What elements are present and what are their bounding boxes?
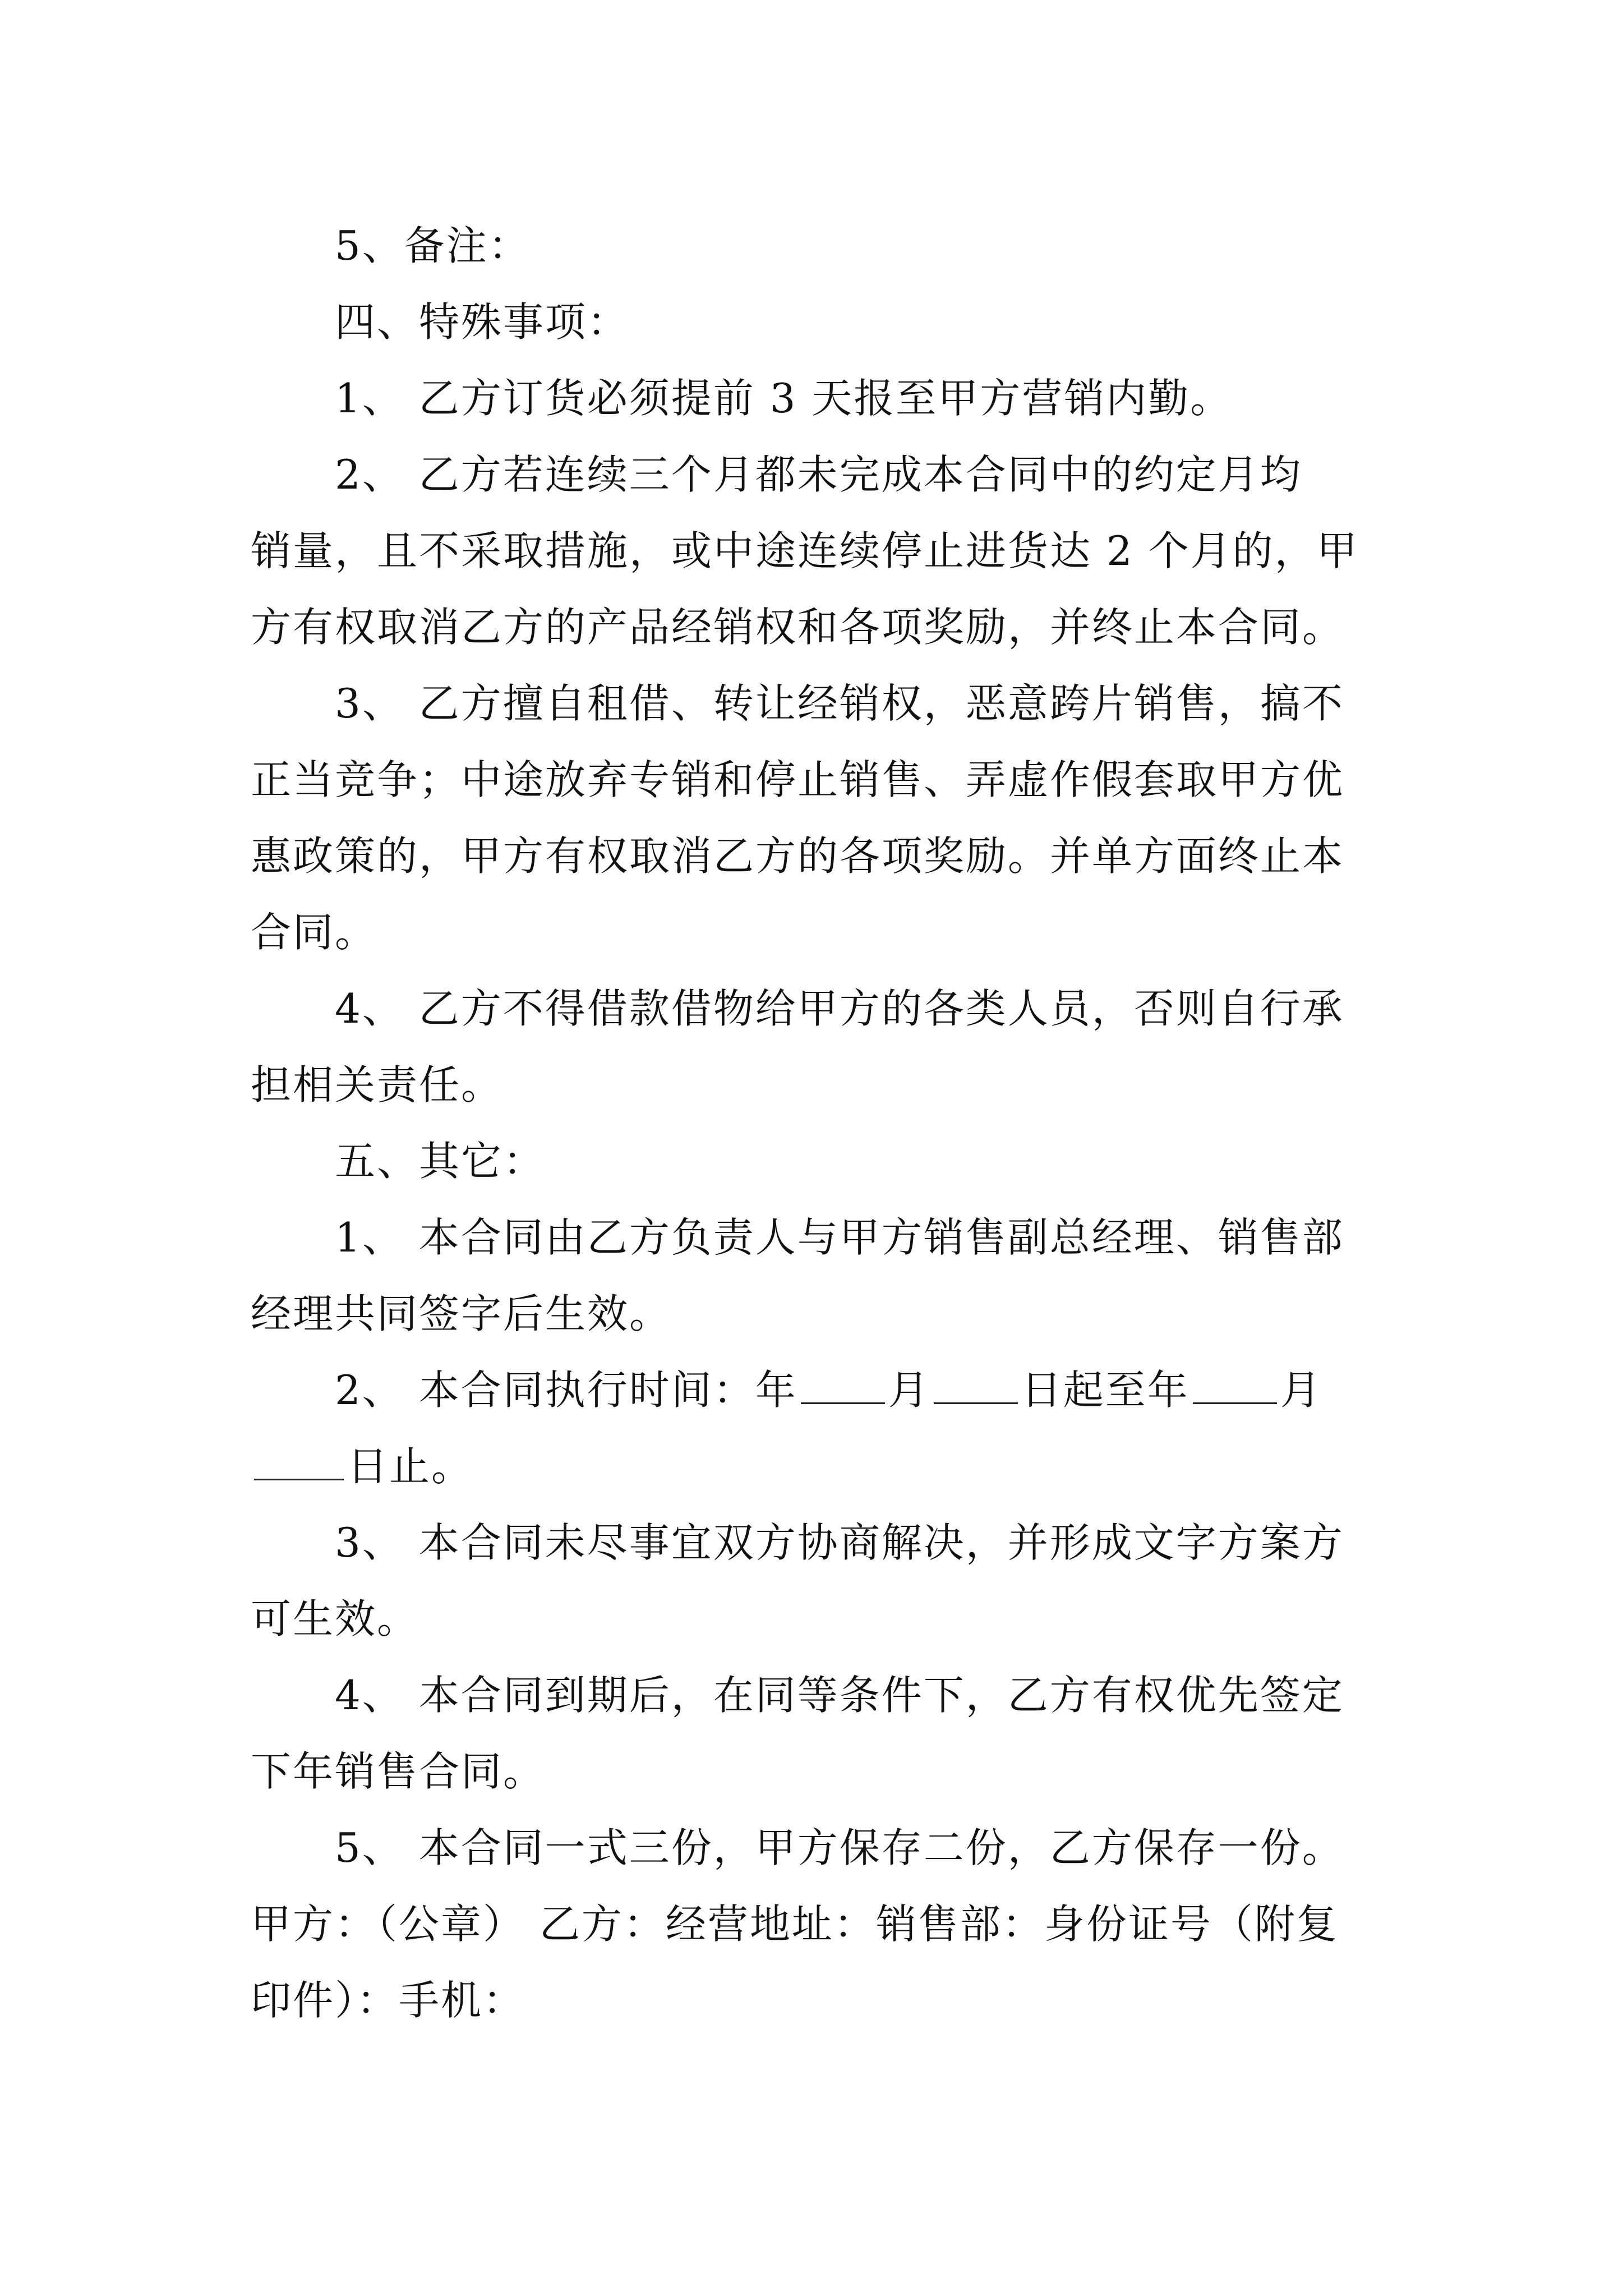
- special-item-3-line-1: 3、 乙方擅自租借、转让经销权，恶意跨片销售，搞不: [335, 680, 1344, 727]
- special-item-1: 1、 乙方订货必须提前 3 天报至甲方营销内勤。: [335, 375, 1233, 422]
- start-day-blank: [934, 1369, 1018, 1404]
- other-item-2-line-2: [251, 1428, 1406, 1504]
- other-item-1-line-2: 经理共同签字后生效。: [251, 1290, 672, 1337]
- term-prefix: 2、 本合同执行时间：年: [335, 1366, 797, 1414]
- term-month-2: 月: [1280, 1366, 1322, 1414]
- document-body: [251, 208, 1406, 2039]
- start-month-blank: [801, 1369, 885, 1404]
- end-month-blank: [1193, 1369, 1277, 1404]
- other-item-1-line-1: 1、 本合同由乙方负责人与甲方销售副总经理、销售部: [335, 1214, 1344, 1261]
- section-other-heading: 五、其它：: [335, 1138, 546, 1185]
- other-item-4-line-1: 4、 本合同到期后，在同等条件下，乙方有权优先签定: [335, 1672, 1344, 1719]
- term-day-1: 日起至年: [1021, 1366, 1189, 1414]
- special-item-2-line-2: 销量，且不采取措施，或中途连续停止进货达 2 个月的，甲: [251, 527, 1359, 574]
- special-item-3-line-2: 正当竞争；中途放弃专销和停止销售、弄虚作假套取甲方优: [251, 756, 1345, 803]
- end-day-blank: [254, 1445, 344, 1480]
- other-item-3-line-2: 可生效。: [251, 1595, 419, 1642]
- other-item-4-line-2: 下年销售合同。: [251, 1748, 546, 1795]
- signature-line-2: 印件）：手机：: [251, 1977, 525, 2024]
- special-item-2-line-3: 方有权取消乙方的产品经销权和各项奖励，并终止本合同。: [251, 604, 1345, 651]
- special-item-3-line-3: 惠政策的，甲方有权取消乙方的各项奖励。并单方面终止本: [251, 832, 1345, 880]
- special-item-2-line-1: 2、 乙方若连续三个月都未完成本合同中的约定月均: [335, 451, 1302, 498]
- other-item-2-line-1: [251, 1352, 1406, 1428]
- special-item-3-line-4: 合同。: [251, 909, 377, 956]
- other-item-5: 5、 本合同一式三份，甲方保存二份，乙方保存一份。: [335, 1824, 1344, 1871]
- special-item-4-line-2: 担相关责任。: [251, 1061, 504, 1108]
- signature-line-1: 甲方：（公章） 乙方：经营地址：销售部：身份证号（附复: [251, 1901, 1339, 1948]
- remarks-line: 5、备注：: [335, 222, 531, 269]
- term-month-1: 月: [888, 1366, 930, 1414]
- special-item-4-line-1: 4、 乙方不得借款借物给甲方的各类人员，否则自行承: [335, 985, 1344, 1032]
- section-special-heading: 四、特殊事项：: [335, 298, 630, 346]
- term-end: 日止。: [347, 1443, 474, 1490]
- other-item-3-line-1: 3、 本合同未尽事宜双方协商解决，并形成文字方案方: [335, 1519, 1344, 1566]
